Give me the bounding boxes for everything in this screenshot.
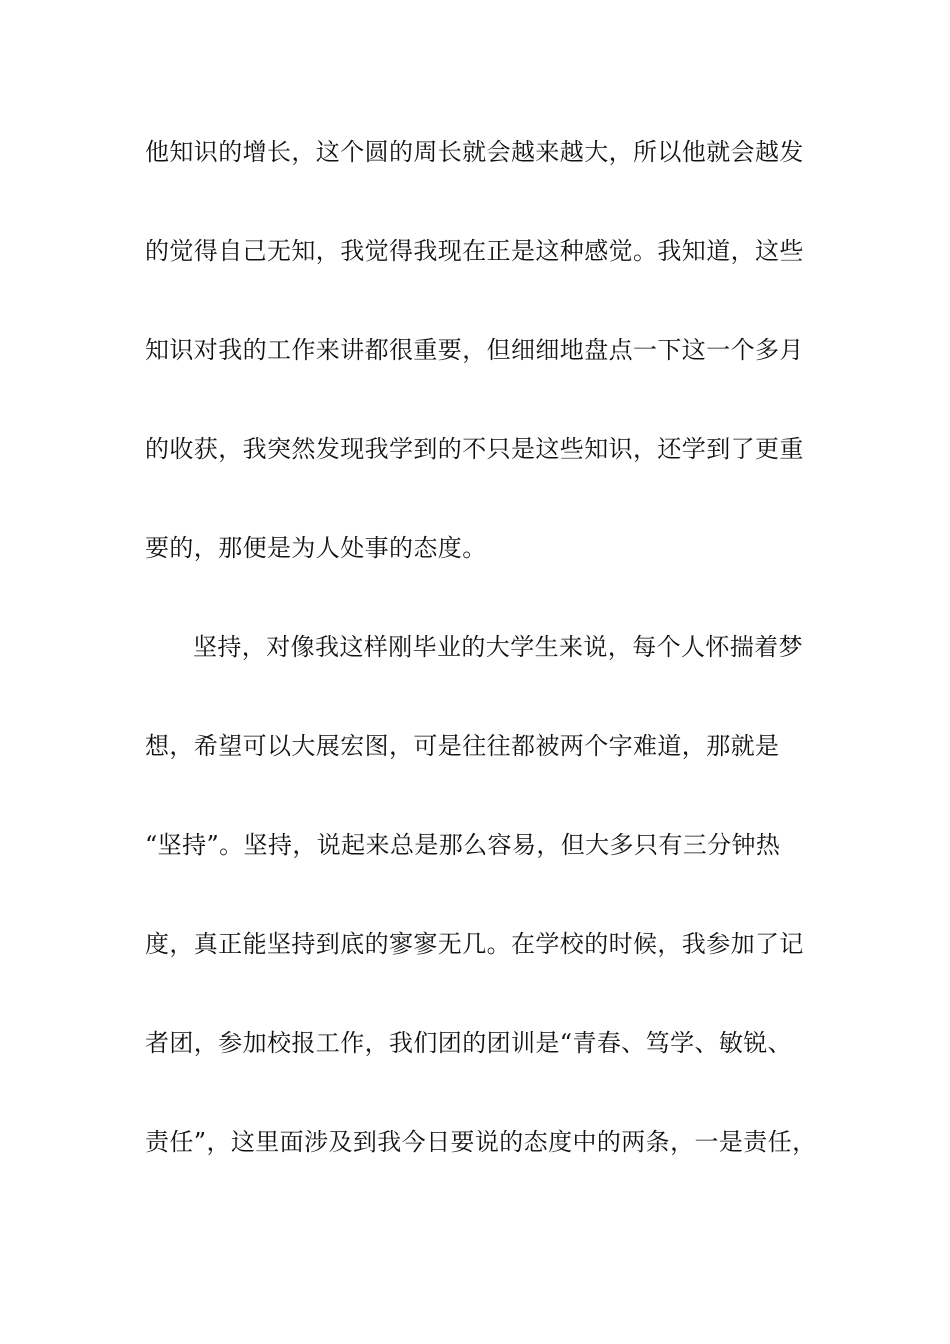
text-line: 责任”，这里面涉及到我今日要说的态度中的两条，一是责任， <box>145 1128 817 1156</box>
text-line: 的觉得自己无知，我觉得我现在正是这种感觉。我知道，这些 <box>145 237 804 265</box>
text-line: 度，真正能坚持到底的寥寥无几。在学校的时候，我参加了记 <box>145 930 804 958</box>
text-line: 知识对我的工作来讲都很重要，但细细地盘点一下这一个多月 <box>145 336 804 364</box>
text-line: 想，希望可以大展宏图，可是往往都被两个字难道，那就是 <box>145 732 780 760</box>
text-line: 要的，那便是为人处事的态度。 <box>145 534 487 562</box>
body-text <box>145 130 825 1219</box>
paragraph-start-line: 坚持，对像我这样刚毕业的大学生来说，每个人怀揣着梦 <box>193 633 803 661</box>
text-line: “坚持”。坚持，说起来总是那么容易，但大多只有三分钟热 <box>145 831 781 859</box>
text-line: 者团，参加校报工作，我们团的团训是“青春、笃学、敏锐、 <box>145 1029 793 1057</box>
text-line: 的收获，我突然发现我学到的不只是这些知识，还学到了更重 <box>145 435 804 463</box>
text-line: 他知识的增长，这个圆的周长就会越来越大，所以他就会越发 <box>145 138 804 166</box>
